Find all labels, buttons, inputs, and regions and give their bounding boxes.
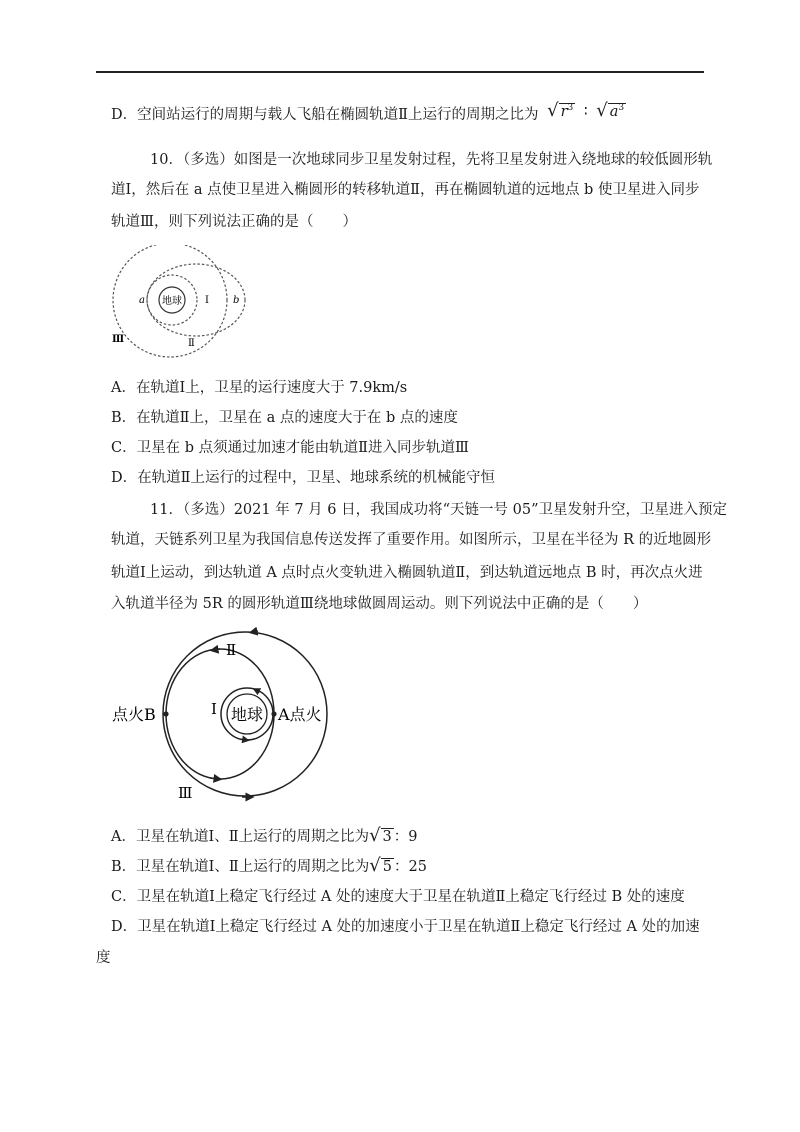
q10-stem-line1: 10．（多选）如图是一次地球同步卫星发射过程，先将卫星发射进入绕地球的较低圆形轨 xyxy=(150,152,713,168)
q11-point-b-label: 点火B xyxy=(112,705,156,724)
q10-earth-label: 地球 xyxy=(162,296,182,307)
q11-earth-label: 地球 xyxy=(230,705,264,724)
q11-option-b: B．卫星在轨道Ⅰ、Ⅱ上运行的周期之比为√ 5 ：25 xyxy=(111,855,427,876)
q10-option-a: A．在轨道Ⅰ上，卫星的运行速度大于 7.9km/s xyxy=(111,380,408,396)
q11-stem-line2: 轨道，天链系列卫星为我国信息传送发挥了重要作用。如图所示，卫星在半径为 R 的近地圆形 xyxy=(111,532,712,548)
q11-option-c: C．卫星在轨道Ⅰ上稳定飞行经过 A 处的速度大于卫星在轨道Ⅱ上稳定飞行经过 B 处的速度 xyxy=(111,889,685,905)
q11-option-d: D．卫星在轨道Ⅰ上稳定飞行经过 A 处的加速度小于卫星在轨道Ⅱ上稳定飞行经过 A 处的加速 xyxy=(111,919,700,935)
q10-orbit2-label: Ⅱ xyxy=(188,338,195,349)
q11-point-a xyxy=(271,711,276,716)
q9-option-d xyxy=(111,101,711,125)
q11-point-a-label: A点火 xyxy=(278,705,322,724)
q10-stem-line2: 道Ⅰ，然后在 a 点使卫星进入椭圆形的转移轨道Ⅱ，再在椭圆轨道的远地点 b 使卫星进入同步 xyxy=(111,182,700,198)
q11-orbit-figure xyxy=(110,622,340,807)
q11-arrow-orbit3-top xyxy=(253,631,258,632)
q11-arrow-orbit2-bottom xyxy=(210,778,218,779)
q9-option-d-ratio: √ $r^3$ ∶ √ $a^3$ xyxy=(547,99,625,121)
q10-stem-line3: 轨道Ⅲ，则下列说法正确的是（ ） xyxy=(111,214,357,230)
q10-point-b: b xyxy=(233,295,240,306)
q11-stem-line4: 入轨道半径为 5R 的圆形轨道Ⅲ绕地球做圆周运动。则下列说法中正确的是（ ） xyxy=(111,596,648,612)
q9-option-d-text: D．空间站运行的周期与载人飞船在椭圆轨道Ⅱ上运行的周期之比为 xyxy=(111,106,539,123)
q10-option-c: C．卫星在 b 点须通过加速才能由轨道Ⅱ进入同步轨道Ⅲ xyxy=(111,440,469,456)
q11-orbit3-label: Ⅲ xyxy=(178,784,193,802)
q10-option-b: B．在轨道Ⅱ上，卫星在 a 点的速度大于在 b 点的速度 xyxy=(111,410,458,426)
header-rule xyxy=(96,71,704,73)
q11-point-b xyxy=(163,711,168,716)
q10-point-a: a xyxy=(139,295,145,306)
q10-option-d: D．在轨道Ⅱ上运行的过程中，卫星、地球系统的机械能守恒 xyxy=(111,470,495,486)
q11-option-a-root: √ 3 xyxy=(369,825,392,846)
q11-arrow-orbit2-top xyxy=(214,649,220,650)
q10-orbit-figure xyxy=(108,245,248,360)
q10-orbit1-label: Ⅰ xyxy=(205,295,209,306)
q11-stem-line1: 11．（多选）2021 年 7 月 6 日，我国成功将“天链一号 05”卫星发射升空，卫星进入预定 xyxy=(150,502,727,518)
q11-option-d-cont: 度 xyxy=(96,950,111,966)
q11-orbit2-label: Ⅱ xyxy=(226,641,237,659)
q11-option-a: A．卫星在轨道Ⅰ、Ⅱ上运行的周期之比为√ 3 ：9 xyxy=(111,825,418,846)
q11-stem-line3: 轨道Ⅰ上运动，到达轨道 A 点时点火变轨进入椭圆轨道Ⅱ，到达轨道远地点 B 时，再次点火进 xyxy=(111,565,703,581)
q11-orbit1-label: Ⅰ xyxy=(211,700,217,718)
q10-orbit3-label: Ⅲ xyxy=(112,334,125,345)
q11-option-b-root: √ 5 xyxy=(369,855,392,876)
ratio-separator: ∶ xyxy=(583,103,588,120)
